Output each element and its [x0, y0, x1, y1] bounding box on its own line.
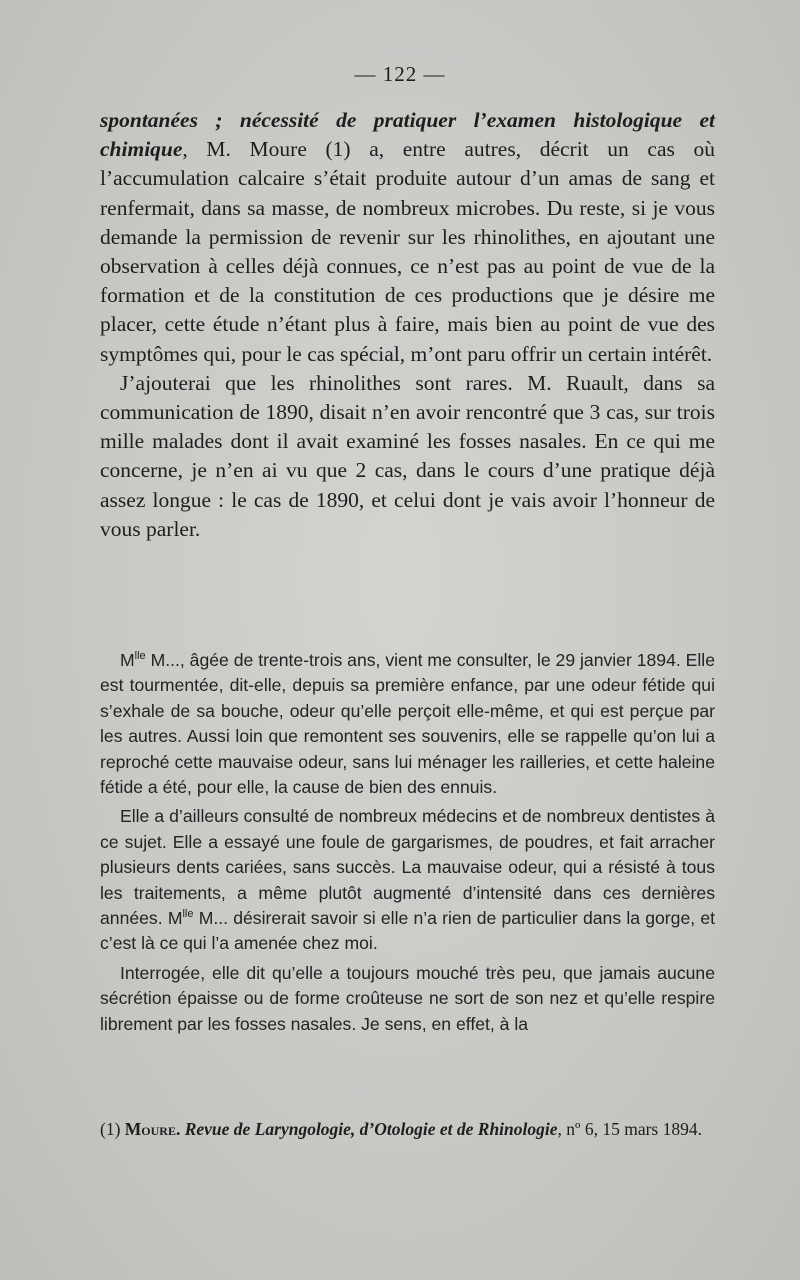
observation-paragraph-1 [100, 648, 715, 800]
observation-text [100, 648, 715, 1037]
observation-paragraph-2 [100, 804, 715, 956]
footnote-author: Moure. [124, 1119, 181, 1139]
italic-passage: spontanées ; nécessité de pratiquer l’examen histologique et chimique [100, 108, 715, 162]
paragraph-1 [100, 106, 715, 369]
main-text [100, 106, 715, 544]
observation-2-start: Elle a d’ailleurs consulté de nombreux médecins et de nombreux dentistes à ce sujet. Elle a essayé une foule de gargarismes, de poudres, et fait arracher plusieurs dents cariées, sans succès. La mauvaise odeur, qui a résisté à tous les traitements, a même plutôt augmenté d’intensité dans ces dernières années. M [100, 806, 715, 929]
paragraph-2: J’ajouterai que les rhinolithes sont rares. M. Ruault, dans sa communication de 1890, disait n’en avoir rencontré que 3 cas, sur trois mille malades dont il avait examiné les fosses nasales. En ce qui me concerne, je n’en ai vu que 2 cas, dans le cours d’une pratique déjà assez longue : le cas de 1890, et celui dont je vais avoir l’honneur de vous parler. [100, 370, 715, 541]
footnote-title: Revue de Laryngologie, d’Otologie et de Rhinologie [184, 1119, 558, 1139]
observation-1-text: M..., âgée de trente-trois ans, vient me consulter, le 29 janvier 1894. Elle est tourmentée, dit-elle, depuis sa première enfance, par une odeur fétide qui s’exhale de sa bouche, odeur qu’elle perçoit elle-même, et qui est perçue par les autres. Aussi loin que remontent ses souvenirs, elle se rappelle qu’on lui a reproché cette mauvaise odeur, sans lui ménager les railleries, et cette haleine fétide a été, pour elle, la cause de bien des ennuis. [100, 650, 715, 798]
observation-2-superscript: lle [182, 908, 194, 921]
paragraph-1-text: , M. Moure (1) a, entre autres, décrit un cas où l’accumulation calcaire s’était produite autour d’un amas de sang et renfermait, dans sa masse, de nombreux microbes. Du reste, si je vous demande la permission de revenir sur les rhinolithes, en ajoutant une observation à celles déjà connues, ce n’est pas au point de vue de la formation et de la constitution de ces productions que je désire me placer, cette étude n’étant plus à faire, mais bien au point de vue des symptômes qui, pour le cas spécial, m’ont paru offrir un certain intérêt. [100, 137, 715, 366]
observation-paragraph-3: Interrogée, elle dit qu’elle a toujours mouché très peu, que jamais aucune sécrétion épaisse ou de forme croûteuse ne sort de son nez et qu’elle respire librement par les fosses nasales. Je sens, en effet, à la [100, 962, 715, 1034]
observation-2-text: M... désirerait savoir si elle n’a rien de particulier dans la gorge, et c’est là ce qui l’a amenée chez moi. [100, 908, 715, 954]
footnote-marker: (1) [100, 1119, 121, 1139]
observation-1-start: M [120, 650, 135, 670]
observation-1-superscript: lle [134, 650, 146, 662]
page-number: — 122 — [354, 62, 446, 86]
footnote-rest: , nº 6, 15 mars 1894. [557, 1119, 702, 1139]
footnote [100, 1118, 715, 1140]
